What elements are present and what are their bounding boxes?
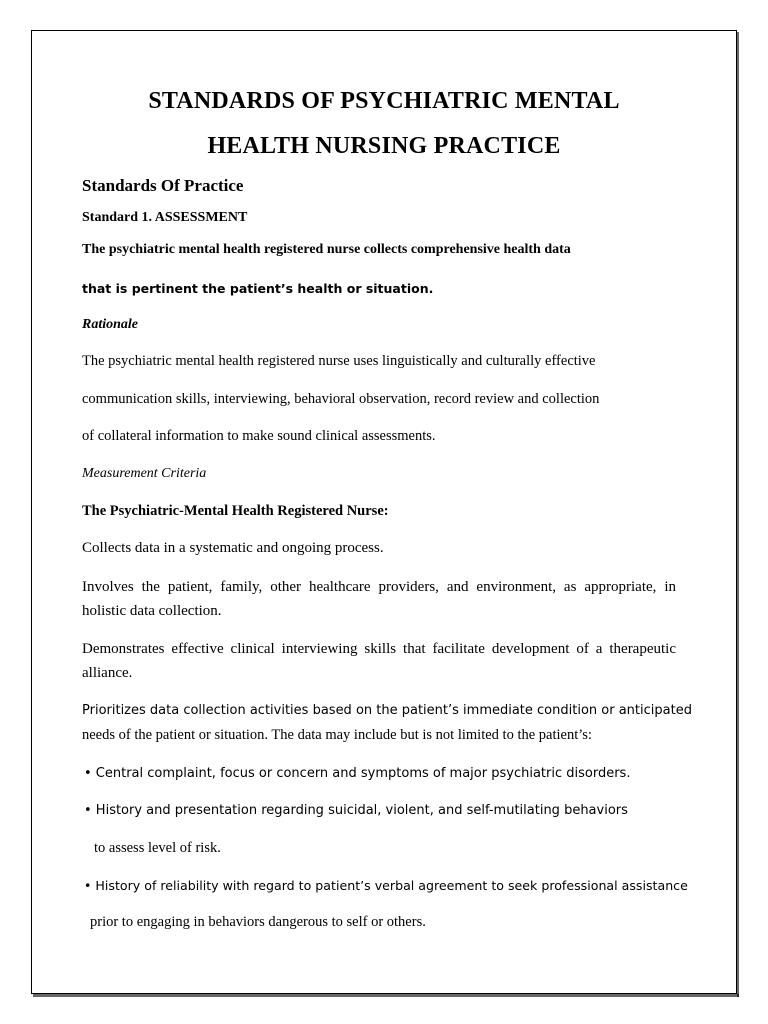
- standard-statement-line2: that is pertinent the patient’s health or situation.: [82, 281, 434, 296]
- bullet-item-1: • Central complaint, focus or concern and symptoms of major psychiatric disorders.: [84, 766, 631, 781]
- rationale-line-2: communication skills, interviewing, behavioral observation, record review and collection: [82, 391, 600, 407]
- bullet-item-3-line1: • History of reliability with regard to patient’s verbal agreement to seek professional assistance: [84, 878, 688, 893]
- section-heading: Standards Of Practice: [82, 176, 244, 195]
- document-title-line1: STANDARDS OF PSYCHIATRIC MENTAL: [148, 88, 620, 114]
- bullet-item-2-line1: • History and presentation regarding suicidal, violent, and self-mutilating behaviors: [84, 803, 628, 818]
- document-title-line2: HEALTH NURSING PRACTICE: [207, 133, 561, 159]
- standard-heading: Standard 1. ASSESSMENT: [82, 210, 248, 225]
- bullet-item-3-line2: prior to engaging in behaviors dangerous to self or others.: [90, 914, 426, 930]
- bullet-item-2-line2: to assess level of risk.: [94, 840, 221, 856]
- rationale-line-1: The psychiatric mental health registered nurse uses linguistically and culturally effective: [82, 353, 596, 369]
- criterion-2: Involves the patient, family, other healthcare providers, and environment, as appropriate, in holistic data collection.: [82, 579, 676, 619]
- prioritizes-line-1: Prioritizes data collection activities based on the patient’s immediate condition or anticipated: [82, 703, 692, 718]
- prioritizes-line-2: needs of the patient or situation. The data may include but is not limited to the patient’s:: [82, 727, 592, 743]
- criterion-3: Demonstrates effective clinical interviewing skills that facilitate development of a therapeutic alliance.: [82, 641, 676, 681]
- rationale-label: Rationale: [82, 317, 139, 332]
- nurse-heading: The Psychiatric-Mental Health Registered Nurse:: [82, 503, 389, 519]
- standard-statement-line1: The psychiatric mental health registered nurse collects comprehensive health data: [82, 242, 571, 257]
- criterion-1: Collects data in a systematic and ongoing process.: [82, 540, 384, 556]
- page-border-shadow-bottom: [33, 994, 739, 997]
- page-border-shadow-right: [737, 32, 739, 997]
- rationale-line-3: of collateral information to make sound clinical assessments.: [82, 428, 436, 444]
- measurement-criteria-label: Measurement Criteria: [82, 466, 207, 481]
